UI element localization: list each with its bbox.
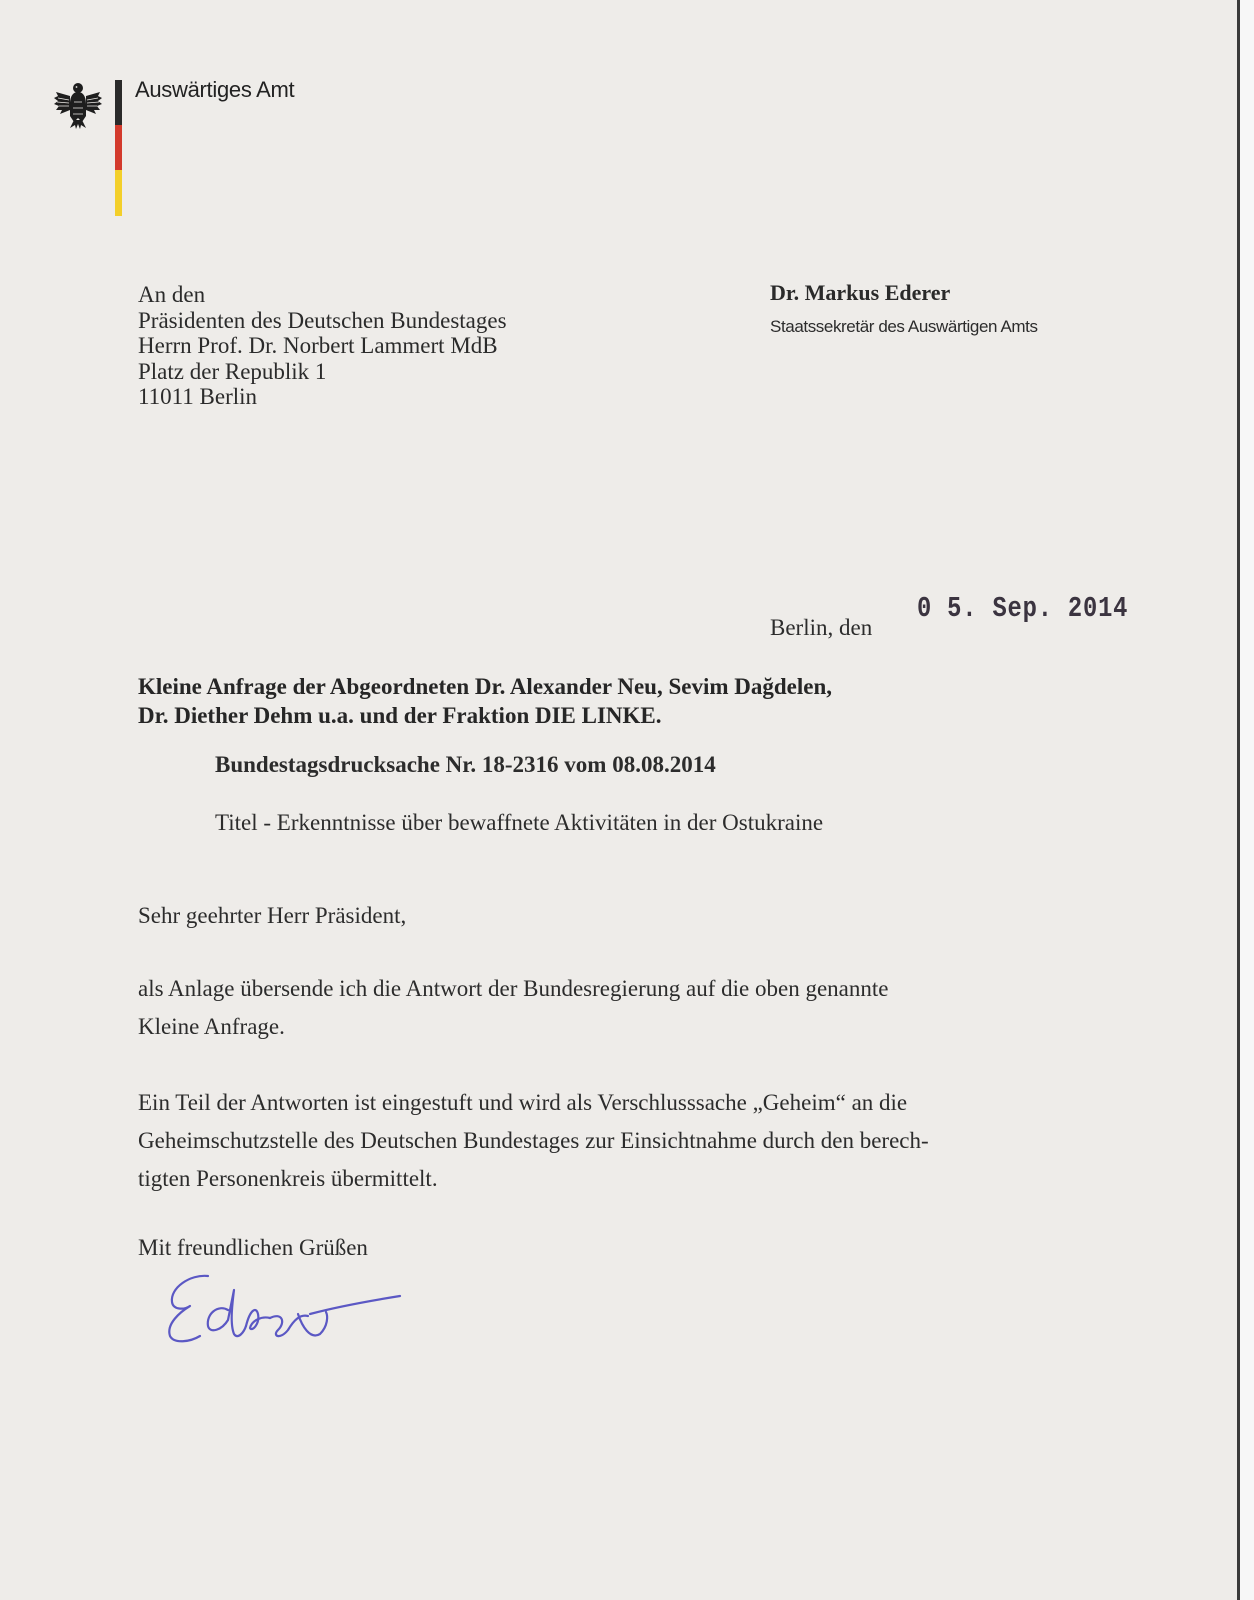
federal-eagle-icon	[52, 78, 104, 130]
salutation: Sehr geehrter Herr Präsident,	[138, 903, 407, 928]
flag-stripe-red	[115, 125, 122, 170]
closing-phrase: Mit freundlichen Grüßen	[138, 1235, 368, 1260]
subject-title: Titel - Erkenntnisse über bewaffnete Aktivitäten in der Ostukraine	[215, 810, 824, 835]
paragraph-line: Kleine Anfrage.	[138, 1014, 285, 1039]
address-line: Herrn Prof. Dr. Norbert Lammert MdB	[138, 333, 498, 358]
date-place: Berlin, den	[770, 615, 873, 640]
sender-name: Dr. Markus Ederer	[770, 280, 951, 305]
page-edge-line	[1237, 0, 1240, 1600]
page-margin	[1240, 0, 1254, 1600]
document-reference: Bundestagsdrucksache Nr. 18-2316 vom 08.08.2014	[215, 752, 716, 777]
address-line: Platz der Republik 1	[138, 358, 327, 384]
paragraph-line: als Anlage übersende ich die Antwort der Bundesregierung auf die oben genannte	[138, 976, 889, 1001]
sender-title: Staatssekretär des Auswärtigen Amts	[770, 317, 1038, 336]
body-paragraph-2	[138, 1084, 929, 1198]
paragraph-line: Geheimschutzstelle des Deutschen Bundestages zur Einsichtnahme durch den berech-	[138, 1128, 929, 1153]
address-line: 11011 Berlin	[138, 384, 258, 409]
flag-stripe-gold	[115, 170, 122, 216]
subject-heading	[138, 672, 832, 730]
address-line: An den	[138, 282, 206, 307]
ministry-name: Auswärtiges Amt	[135, 77, 295, 102]
subject-line: Dr. Diether Dehm u.a. und der Fraktion DIE LINKE.	[138, 703, 662, 728]
body-paragraph-1	[138, 970, 888, 1046]
handwritten-signature	[160, 1270, 415, 1370]
address-line: Präsidenten des Deutschen Bundestages	[138, 307, 507, 333]
subject-line: Kleine Anfrage der Abgeordneten Dr. Alexander Neu, Sevim Dağdelen,	[138, 674, 833, 699]
date-stamp: 0 5. Sep. 2014	[917, 592, 1129, 625]
recipient-address	[138, 282, 507, 410]
paragraph-line: tigten Personenkreis übermittelt.	[138, 1166, 438, 1191]
flag-stripe-black	[115, 80, 122, 125]
german-flag-bar	[115, 80, 122, 216]
paragraph-line: Ein Teil der Antworten ist eingestuft und wird als Verschlusssache „Geheim“ an die	[138, 1090, 908, 1115]
